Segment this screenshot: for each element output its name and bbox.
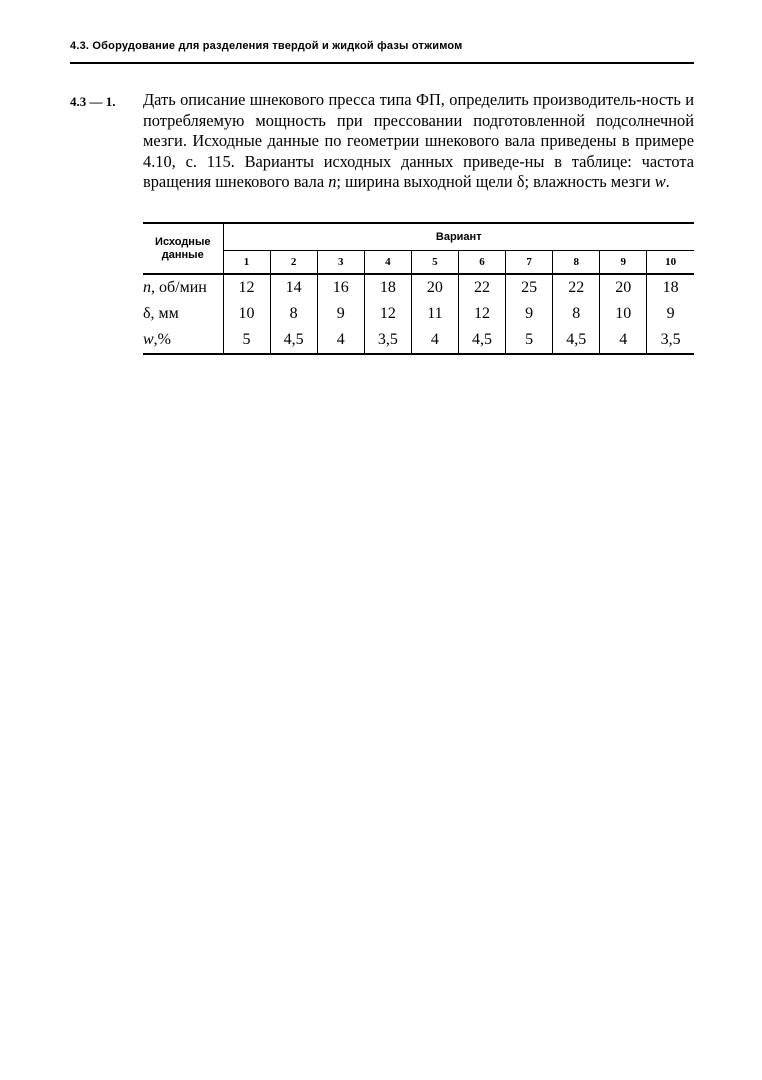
table-cell: 16: [317, 274, 364, 301]
variant-number: 6: [458, 251, 505, 275]
variant-number: 3: [317, 251, 364, 275]
variant-number: 2: [270, 251, 317, 275]
table-cell: 10: [600, 301, 647, 327]
table-cell: 4: [411, 327, 458, 354]
variant-number: 9: [600, 251, 647, 275]
table-cell: 4,5: [458, 327, 505, 354]
data-table: [143, 222, 694, 355]
table-cell: 20: [600, 274, 647, 301]
table-cell: 22: [458, 274, 505, 301]
row-symbol: w: [143, 331, 154, 348]
problem-text-part1: Дать описание шнекового пресса типа ФП, определить производитель-ность и потребляемую мощность при прессовании подготовленной подсолнечной мезги. Исходные данные по геометрии шнекового вала приведены в примере 4.10, с. 115. Варианты исходных данных приведе-ны в таблице: частота вращения шнекового вала: [143, 90, 694, 192]
table-cell: 8: [270, 301, 317, 327]
table-cell: 3,5: [364, 327, 411, 354]
table-cell: 4,5: [553, 327, 600, 354]
table-row: [143, 301, 694, 327]
header-rule: [70, 62, 694, 64]
table-cell: 10: [223, 301, 270, 327]
table-header-row: [143, 223, 694, 251]
row-label: [143, 327, 223, 354]
row-symbol: n: [143, 279, 151, 296]
table-row: [143, 327, 694, 354]
table-cell: 5: [506, 327, 553, 354]
variant-number: 1: [223, 251, 270, 275]
row-label-text: δ, мм: [143, 305, 179, 322]
variant-number: 5: [411, 251, 458, 275]
table-cell: 8: [553, 301, 600, 327]
table-cell: 18: [662, 279, 679, 296]
symbol-w: w: [654, 172, 666, 192]
table-cell: 12: [458, 301, 505, 327]
table-cell: 9: [506, 301, 553, 327]
table-cell: 5: [223, 327, 270, 354]
problem-text-part2: ; ширина выходной щели δ; влажность мезги: [336, 172, 655, 192]
table-cell: 9: [317, 301, 364, 327]
problem-text-part3: .: [665, 172, 670, 192]
variant-number: 4: [364, 251, 411, 275]
table-cell: 12: [364, 301, 411, 327]
table-cell: 22: [553, 274, 600, 301]
variant-header: Вариант: [223, 223, 694, 251]
symbol-n: n: [328, 172, 337, 192]
problem-text: [143, 90, 694, 193]
table-cell: 12: [223, 274, 270, 301]
table-cell: 18: [364, 274, 411, 301]
variant-number: 10: [647, 251, 694, 275]
problem-number: 4.3 — 1.: [70, 94, 116, 109]
row-label: [143, 274, 223, 301]
running-header: 4.3. Оборудование для разделения твердой и жидкой фазы отжимом: [70, 40, 463, 52]
row-header: Исходные данные: [143, 223, 223, 274]
table-cell: 9: [666, 305, 675, 322]
row-label: [143, 301, 223, 327]
variant-number: 7: [506, 251, 553, 275]
table-cell: 4: [317, 327, 364, 354]
table-cell: 4: [600, 327, 647, 354]
table-cell: 20: [411, 274, 458, 301]
row-label-text: , об/мин: [151, 279, 207, 296]
variant-number: 8: [553, 251, 600, 275]
variant-numbers-row: [143, 251, 694, 275]
table-cell: 4,5: [270, 327, 317, 354]
table-row: [143, 274, 694, 301]
table-cell: 25: [506, 274, 553, 301]
row-label-text: ,%: [153, 331, 171, 348]
table-cell: 11: [411, 301, 458, 327]
table-cell: 3,5: [647, 327, 694, 354]
table-cell: 14: [270, 274, 317, 301]
